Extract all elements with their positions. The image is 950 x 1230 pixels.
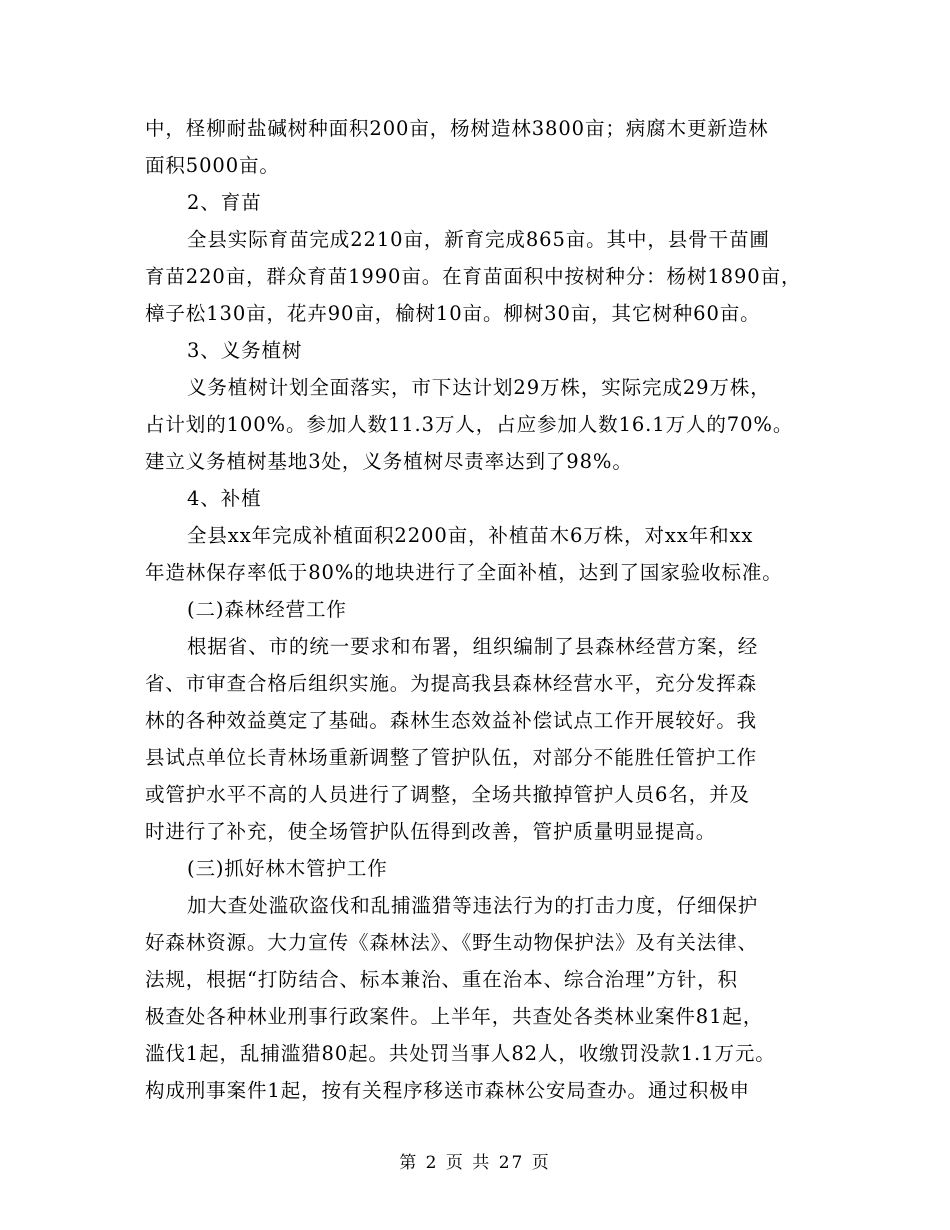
text-line: 省、市审查合格后组织实施。为提高我县森林经营水平，充分发挥森	[145, 672, 758, 695]
document-body	[145, 110, 825, 1109]
text-line: 县试点单位长青林场重新调整了管护队伍，对部分不能胜任管护工作	[145, 746, 758, 769]
text-line: 义务植树计划全面落实，市下达计划29万株，实际完成29万株，	[187, 376, 771, 399]
text-line: 极查处各种林业刑事行政案件。上半年，共查处各类林业案件81起，	[145, 1005, 764, 1028]
section-heading: (三)抓好林木管护工作	[187, 857, 388, 880]
text-line: 年造林保存率低于80%的地块进行了全面补植，达到了国家验收标准。	[145, 561, 783, 584]
section-heading: 4、补植	[187, 487, 262, 510]
text-line: 根据省、市的统一要求和布署，组织编制了县森林经营方案，经	[187, 635, 759, 658]
page-footer: 第 2 页 共 27 页	[399, 1153, 551, 1173]
section-heading: (二)森林经营工作	[187, 598, 347, 621]
text-line: 构成刑事案件1起，按有关程序移送市森林公安局查办。通过积极申	[145, 1079, 750, 1102]
section-heading: 3、义务植树	[187, 339, 303, 362]
text-line: 面积5000亩。	[145, 154, 280, 177]
section-heading: 2、育苗	[187, 191, 262, 214]
text-line: 中，柽柳耐盐碱树种面积200亩，杨树造林3800亩；病腐木更新造林	[145, 117, 769, 140]
text-line: 法规，根据“打防结合、标本兼治、重在治本、综合治理”方针，积	[145, 968, 738, 991]
text-line: 全县xx年完成补植面积2200亩，补植苗木6万株，对xx年和xx	[187, 524, 754, 547]
text-line: 时进行了补充，使全场管护队伍得到改善，管护质量明显提高。	[145, 820, 717, 843]
text-line: 滥伐1起，乱捕滥猎80起。共处罚当事人82人，收缴罚没款1.1万元。	[145, 1042, 776, 1065]
text-line: 樟子松130亩，花卉90亩，榆树10亩。柳树30亩，其它树种60亩。	[145, 302, 761, 325]
text-line: 林的各种效益奠定了基础。森林生态效益补偿试点工作开展较好。我	[145, 709, 758, 732]
text-line: 育苗220亩，群众育苗1990亩。在育苗面积中按树种分：杨树1890亩，	[145, 265, 802, 288]
text-line: 加大查处滥砍盗伐和乱捕滥猎等违法行为的打击力度，仔细保护	[187, 894, 759, 917]
text-line: 全县实际育苗完成2210亩，新育完成865亩。其中，县骨干苗圃	[187, 228, 770, 251]
text-line: 建立义务植树基地3处，义务植树尽责率达到了98%。	[145, 450, 633, 473]
text-line: 好森林资源。大力宣传《森林法》、《野生动物保护法》及有关法律、	[145, 931, 758, 954]
text-line: 占计划的100%。参加人数11.3万人，占应参加人数16.1万人的70%。	[145, 413, 794, 436]
text-line: 或管护水平不高的人员进行了调整，全场共撤掉管护人员6名，并及	[145, 783, 750, 806]
